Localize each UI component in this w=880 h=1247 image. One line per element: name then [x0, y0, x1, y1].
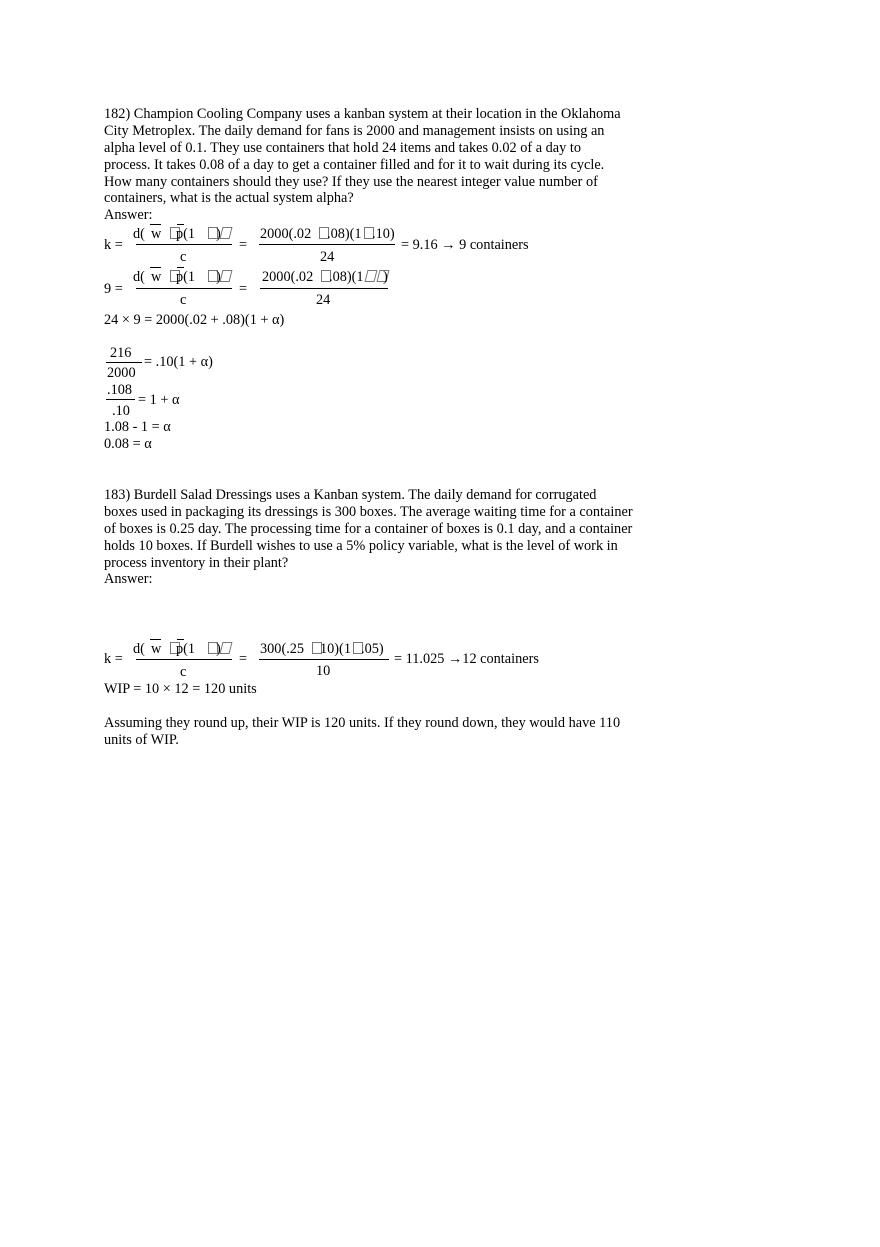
- overbar: [177, 267, 184, 268]
- step-rhs: = .10(1 + α): [144, 354, 213, 370]
- substitution-denominator: 10: [316, 663, 331, 679]
- substitution-part: .08)(1: [329, 269, 364, 285]
- formula-w: w: [151, 226, 162, 242]
- fraction-numerator: .108: [107, 382, 133, 398]
- q183-line: holds 10 boxes. If Burdell wishes to use a 5% policy variable, what is the level of work in: [104, 538, 618, 554]
- formula-denominator: c: [180, 249, 187, 265]
- answer-label: Answer:: [104, 207, 153, 223]
- q183-line: process inventory in their plant?: [104, 555, 289, 571]
- q183-line: 183) Burdell Salad Dressings uses a Kanban system. The daily demand for corrugated: [104, 487, 597, 503]
- substitution-part: .05): [361, 641, 384, 657]
- equals-sign: =: [239, 281, 248, 297]
- equation-result: = 11.025 →12 containers: [394, 651, 539, 667]
- formula-d: d(: [133, 226, 145, 242]
- fraction-bar: [259, 659, 389, 660]
- step-rhs: = 1 + α: [138, 392, 180, 408]
- formula-p: p(1: [176, 641, 196, 657]
- fraction-bar: [136, 244, 232, 245]
- conclusion-line: Assuming they round up, their WIP is 120 units. If they round down, they would have 110: [104, 715, 621, 731]
- overbar: [150, 224, 161, 225]
- substitution-part: .08)(1: [327, 226, 362, 242]
- substitution-part: .10): [372, 226, 395, 242]
- substitution-part: 10)(1: [320, 641, 351, 657]
- formula-close: ): [216, 269, 221, 285]
- formula-denominator: c: [180, 664, 187, 680]
- fraction-bar: [136, 659, 232, 660]
- equals-sign: =: [239, 651, 248, 667]
- formula-p: p(1: [176, 269, 196, 285]
- q182-line: 182) Champion Cooling Company uses a kanban system at their location in the Oklahoma: [104, 106, 621, 122]
- equation-lhs: k =: [104, 651, 123, 667]
- step-line: 24 × 9 = 2000(.02 + .08)(1 + α): [104, 312, 285, 328]
- fraction-numerator: 216: [110, 345, 132, 361]
- equation-result: = 9.16 → 9 containers: [401, 237, 529, 253]
- placeholder-glyph: [220, 642, 232, 656]
- q182-line: City Metroplex. The daily demand for fans is 2000 and management insists on using an: [104, 123, 605, 139]
- formula-close: ): [216, 226, 221, 242]
- formula-w: w: [151, 641, 162, 657]
- q182-line: alpha level of 0.1. They use containers that hold 24 items and takes 0.02 of a day to: [104, 140, 581, 156]
- fraction-bar: [106, 362, 142, 363]
- substitution-denominator: 24: [320, 249, 335, 265]
- formula-d: d(: [133, 269, 145, 285]
- placeholder-glyph: [220, 227, 232, 241]
- q182-line: How many containers should they use? If they use the nearest integer value number of: [104, 174, 598, 190]
- overbar: [177, 224, 184, 225]
- formula-w: w: [151, 269, 162, 285]
- fraction-bar: [106, 399, 135, 400]
- step-line: 0.08 = α: [104, 436, 152, 452]
- conclusion-line: units of WIP.: [104, 732, 179, 748]
- fraction-denominator: 2000: [107, 365, 136, 381]
- q182-line: containers, what is the actual system alpha?: [104, 190, 354, 206]
- formula-d: d(: [133, 641, 145, 657]
- placeholder-glyph: [220, 270, 232, 284]
- formula-close: ): [216, 641, 221, 657]
- q182-line: process. It takes 0.08 of a day to get a container filled and for it to wait during its cycle.: [104, 157, 605, 173]
- fraction-bar: [136, 288, 232, 289]
- fraction-denominator: .10: [112, 403, 130, 419]
- q183-line: boxes used in packaging its dressings is 300 boxes. The average waiting time for a container: [104, 504, 633, 520]
- overbar: [150, 639, 161, 640]
- answer-label: Answer:: [104, 571, 153, 587]
- overbar: [177, 639, 184, 640]
- substitution-denominator: 24: [316, 292, 331, 308]
- q183-line: of boxes is 0.25 day. The processing time for a container of boxes is 0.1 day, and a container: [104, 521, 633, 537]
- step-line: 1.08 - 1 = α: [104, 419, 171, 435]
- wip-line: WIP = 10 × 12 = 120 units: [104, 681, 257, 697]
- formula-denominator: c: [180, 292, 187, 308]
- substitution-part: 2000(.02: [262, 269, 314, 285]
- equation-lhs: k =: [104, 237, 123, 253]
- equals-sign: =: [239, 237, 248, 253]
- substitution-part: ): [383, 269, 388, 285]
- overbar: [150, 267, 161, 268]
- fraction-bar: [260, 288, 388, 289]
- equation-lhs: 9 =: [104, 281, 123, 297]
- formula-p: p(1: [176, 226, 196, 242]
- substitution-part: 300(.25: [260, 641, 305, 657]
- substitution-part: 2000(.02: [260, 226, 312, 242]
- fraction-bar: [259, 244, 395, 245]
